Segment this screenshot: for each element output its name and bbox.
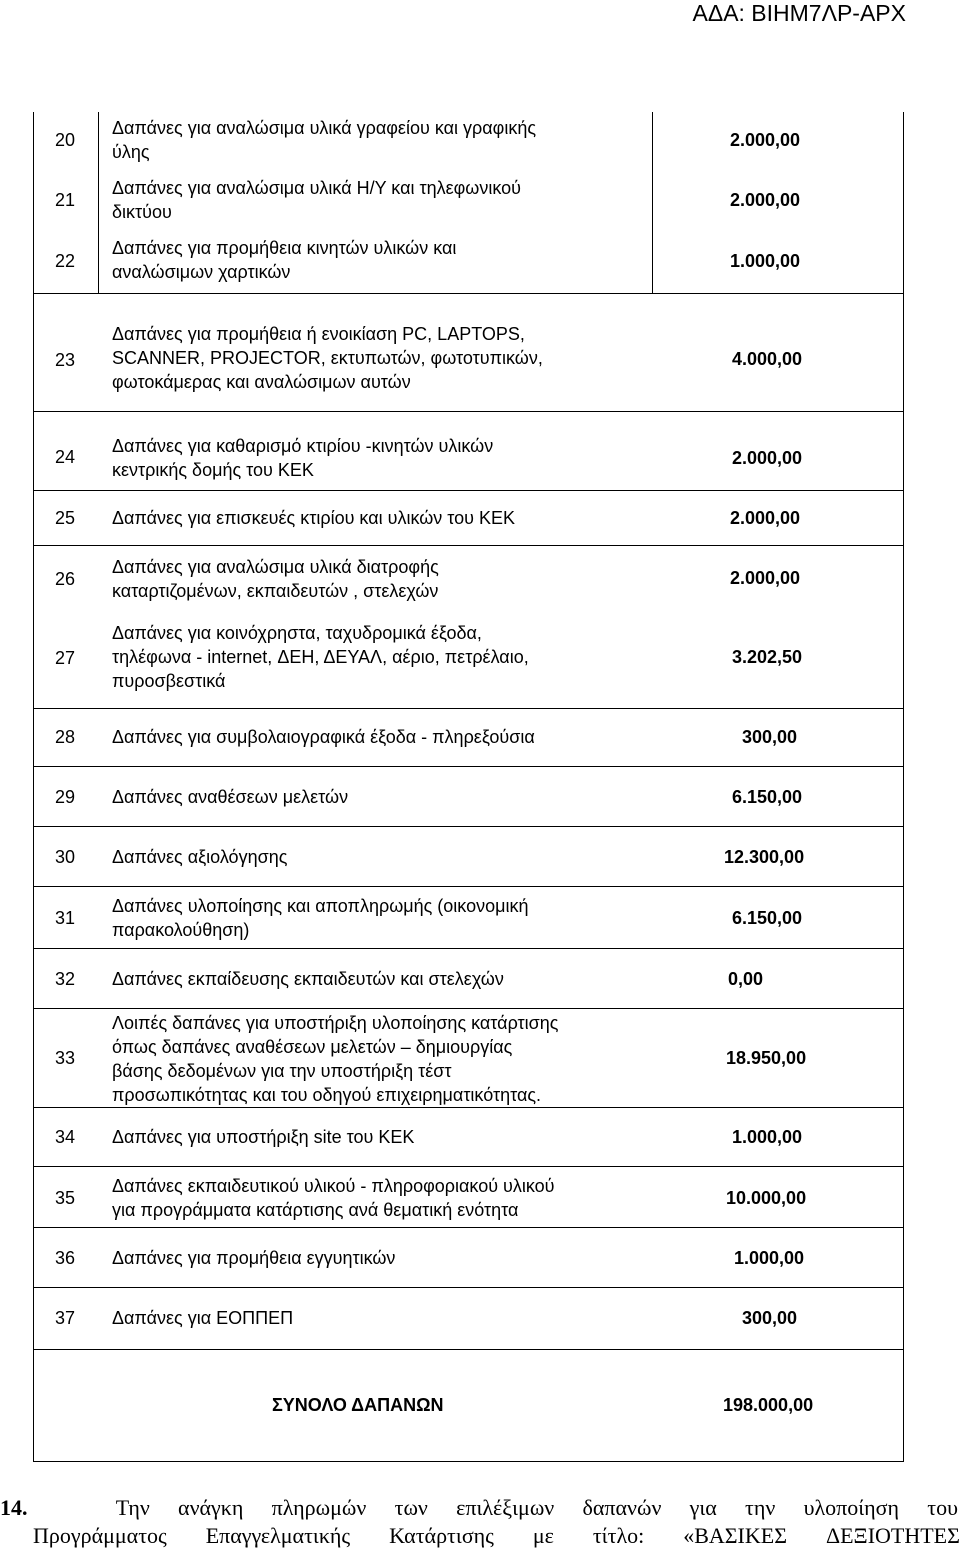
row-amount: 12.300,00	[724, 847, 805, 867]
row-divider	[33, 1287, 903, 1288]
row-description: Δαπάνες για συμβολαιογραφικά έξοδα - πληρεξούσια	[112, 727, 535, 747]
row-number: 21	[54, 190, 76, 210]
row-description: Λοιπές δαπάνες για υποστήριξη υλοποίησης κατάρτισης όπως δαπάνες αναθέσεων μελετών – δημιουργίας βάσης δεδομένων για την υποστήριξη τέστ προσωπικότητας και του οδηγού επιχειρηματικότητας.	[112, 1013, 559, 1105]
row-description: Δαπάνες για προμήθεια εγγυητικών	[112, 1248, 396, 1268]
row-number: 26	[54, 569, 76, 589]
row-amount: 18.950,00	[726, 1048, 807, 1068]
row-amount: 10.000,00	[726, 1188, 807, 1208]
row-number: 32	[54, 969, 76, 989]
row-amount: 300,00	[742, 1308, 798, 1328]
row-number: 23	[54, 350, 76, 370]
row-description: Δαπάνες για επισκευές κτιρίου και υλικών του ΚΕΚ	[112, 508, 516, 528]
row-number: 36	[54, 1248, 76, 1268]
footer-line-1: 14. Την ανάγκη πληρωμών των επιλέξιμων δαπανών για την υλοποίηση του	[0, 1495, 958, 1520]
row-amount: 300,00	[742, 727, 798, 747]
row-amount: 2.000,00	[730, 130, 801, 150]
column-divider-amount	[652, 112, 653, 294]
row-amount: 0,00	[728, 969, 764, 989]
row-description: Δαπάνες εκπαίδευσης εκπαιδευτών και στελεχών	[112, 969, 504, 989]
row-amount: 2.000,00	[730, 508, 801, 528]
column-divider-number	[98, 112, 99, 294]
row-amount: 1.000,00	[732, 1127, 803, 1147]
row-amount: 3.202,50	[732, 647, 803, 667]
row-description: Δαπάνες αναθέσεων μελετών	[112, 787, 349, 807]
row-description: Δαπάνες υλοποίησης και αποπληρωμής (οικονομική παρακολούθηση)	[112, 896, 529, 940]
row-amount: 2.000,00	[730, 190, 801, 210]
row-divider	[33, 1227, 903, 1228]
row-divider	[33, 293, 903, 294]
row-amount: 6.150,00	[732, 908, 803, 928]
row-description: Δαπάνες για κοινόχρηστα, ταχυδρομικά έξοδα, τηλέφωνα - internet, ΔΕΗ, ΔΕΥΑΛ, αέριο, πετρέλαιο, πυροσβεστικά	[112, 623, 529, 691]
row-amount: 2.000,00	[732, 448, 803, 468]
row-number: 27	[54, 648, 76, 668]
row-divider	[33, 1349, 903, 1350]
total-label: ΣΥΝΟΛΟ ΔΑΠΑΝΩΝ	[272, 1395, 444, 1415]
row-divider	[33, 1107, 903, 1108]
row-amount: 4.000,00	[732, 349, 803, 369]
row-number: 35	[54, 1188, 76, 1208]
row-number: 34	[54, 1127, 76, 1147]
row-description: Δαπάνες για ΕΟΠΠΕΠ	[112, 1308, 294, 1328]
row-number: 24	[54, 447, 76, 467]
row-number: 31	[54, 908, 76, 928]
total-amount: 198.000,00	[723, 1395, 814, 1415]
row-description: Δαπάνες για υποστήριξη site του ΚΕΚ	[112, 1127, 415, 1147]
row-description: Δαπάνες για αναλώσιμα υλικά Η/Υ και τηλεφωνικού δικτύου	[112, 178, 521, 222]
row-number: 33	[54, 1048, 76, 1068]
row-amount: 2.000,00	[730, 568, 801, 588]
row-description: Δαπάνες για αναλώσιμα υλικά διατροφής καταρτιζομένων, εκπαιδευτών , στελεχών	[112, 557, 439, 601]
row-description: Δαπάνες εκπαιδευτικού υλικού - πληροφοριακού υλικού για προγράμματα κατάρτισης ανά θεματική ενότητα	[112, 1176, 555, 1220]
row-number: 20	[54, 130, 76, 150]
row-divider	[33, 545, 903, 546]
row-description: Δαπάνες αξιολόγησης	[112, 847, 288, 867]
row-divider	[33, 826, 903, 827]
row-amount: 6.150,00	[732, 787, 803, 807]
row-description: Δαπάνες για προμήθεια ή ενοικίαση PC, LAPTOPS, SCANNER, PROJECTOR, εκτυπωτών, φωτοτυπικών, φωτοκάμερας και αναλώσιμων αυτών	[112, 324, 543, 392]
row-number: 28	[54, 727, 76, 747]
row-number: 22	[54, 251, 76, 271]
row-divider	[33, 886, 903, 887]
row-divider	[33, 948, 903, 949]
footer-item-number: 14.	[0, 1495, 28, 1520]
row-divider	[33, 766, 903, 767]
row-description: Δαπάνες για προμήθεια κινητών υλικών και αναλώσιμων χαρτικών	[112, 238, 457, 282]
row-description: Δαπάνες για καθαρισμό κτιρίου -κινητών υλικών κεντρικής δομής του ΚΕΚ	[112, 436, 494, 480]
row-divider	[33, 411, 903, 412]
ada-code: ΑΔΑ: ΒΙΗΜ7ΛΡ-ΑΡΧ	[692, 0, 906, 26]
row-divider	[33, 490, 903, 491]
row-divider	[33, 1166, 903, 1167]
footer-line-2: Προγράμματος Επαγγελματικής Κατάρτισης με τίτλο: «ΒΑΣΙΚΕΣ ΔΕΞΙΟΤΗΤΕΣ	[33, 1523, 960, 1548]
row-divider	[33, 1008, 903, 1009]
row-amount: 1.000,00	[730, 251, 801, 271]
row-divider	[33, 708, 903, 709]
row-description: Δαπάνες για αναλώσιμα υλικά γραφείου και γραφικής ύλης	[112, 118, 537, 162]
row-number: 37	[54, 1308, 76, 1328]
row-number: 29	[54, 787, 76, 807]
row-number: 30	[54, 847, 76, 867]
row-number: 25	[54, 508, 76, 528]
row-amount: 1.000,00	[734, 1248, 805, 1268]
